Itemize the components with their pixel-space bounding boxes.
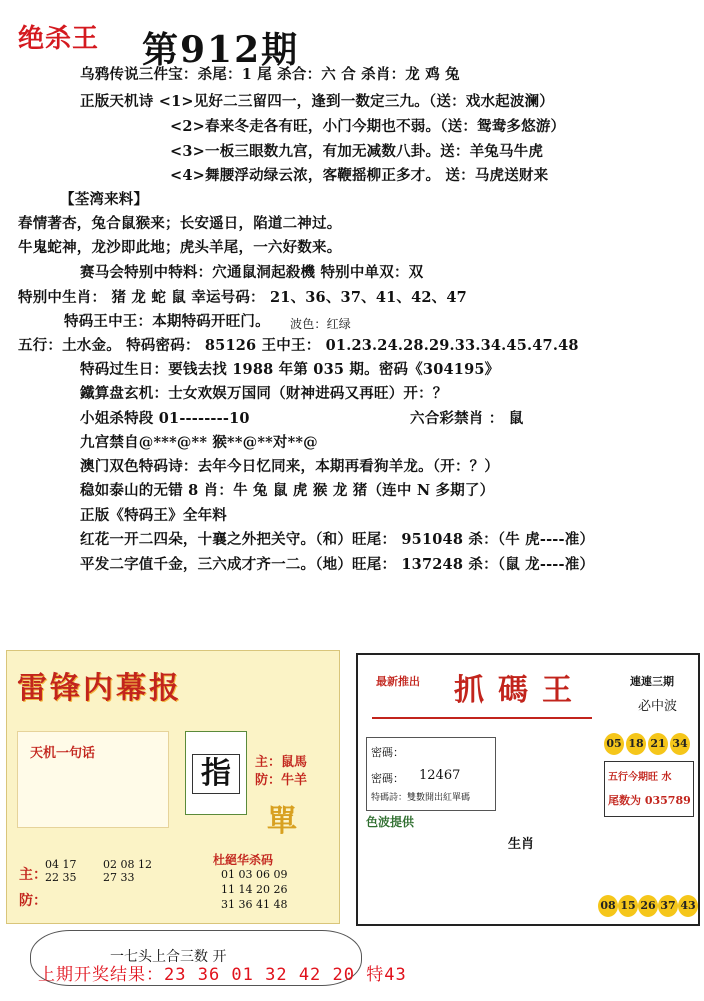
zhi-char: 指 <box>192 754 240 794</box>
line-ping-fa: 平发二字值千金，三六成才齐一二。（地）旺尾： 137248 杀：（鼠 龙----准） <box>80 556 595 573</box>
code-label-2: 密碼： <box>371 772 404 785</box>
zhu-fang-box <box>19 856 159 914</box>
line-poem-1: 正版天机诗 <1>见好二三留四一，逢到一数定三九。（送：戏水起波澜） <box>80 93 554 110</box>
wave-note: 波色：红绿 <box>290 317 352 331</box>
zhi-box <box>185 731 247 815</box>
special-poem: 特碼詩：雙數開出紅單碼 <box>371 793 471 803</box>
zhu2-label: 主： <box>19 867 47 883</box>
code-value: 12467 <box>419 768 461 783</box>
line-poem-4: <4>舞腰浮动绿云浓，客鞭摇柳正多才。 送：马虎送财来 <box>170 167 549 184</box>
num: 31 <box>221 898 235 911</box>
code-box <box>366 737 496 811</box>
num: 11 <box>221 883 235 896</box>
num: 36 <box>238 898 253 911</box>
new-tag: 最新推出 <box>376 675 420 688</box>
ball-bottom: 26 <box>638 895 658 917</box>
line-zodiac: 特别中生肖： 猪 龙 蛇 鼠 幸运号码： 21、36、37、41、42、47 <box>18 289 467 306</box>
ball-bottom: 15 <box>618 895 638 917</box>
num: 03 <box>238 868 253 881</box>
kill-nums <box>221 867 288 912</box>
num: 41 <box>256 898 270 911</box>
wuxing-text: 五行今期旺 水 <box>608 772 672 783</box>
num: 08 <box>120 858 135 871</box>
num: 09 <box>273 868 288 881</box>
color-label: 色波提供 <box>366 815 415 829</box>
ball-bottom: 08 <box>598 895 618 917</box>
nums-a <box>45 858 77 884</box>
wuxing-box <box>604 761 694 817</box>
ball-top: 34 <box>670 733 690 755</box>
code-label-1: 密碼： <box>371 746 404 759</box>
fang2-label: 防： <box>19 893 47 909</box>
kill-title: 杜絕华杀码 <box>213 853 274 867</box>
line-crow: 乌鸦传说三件宝：杀尾：1 尾 杀合：六 合 杀肖：龙 鸡 兔 <box>80 66 460 83</box>
num: 33 <box>120 871 135 884</box>
line-five-elements: 五行：土水金。 特码密码： 85126 王中王： 01.23.24.28.29.33.34.45.47.48 <box>18 337 579 354</box>
num: 48 <box>273 898 288 911</box>
zhuama-panel <box>356 653 700 926</box>
nums-b <box>103 858 152 884</box>
ball-top: 18 <box>626 733 646 755</box>
kill-box <box>183 851 333 917</box>
line-nine-palace: 九宫禁自@***@** 猴**@**对**@ <box>80 434 318 451</box>
num: 17 <box>62 858 77 871</box>
tianji-box <box>17 731 169 828</box>
fang-text: 防：牛羊 <box>255 773 308 788</box>
zhuama-title: 抓碼王 <box>454 673 586 708</box>
line-abacus: 鐵算盘玄机：士女欢娱万国同（财神进码又再旺）开：？ <box>80 385 448 402</box>
line-red-flower: 红花一开二四朵，十襄之外把关守。（和）旺尾： 951048 杀：（牛 虎----准） <box>80 531 595 548</box>
num: 02 <box>103 858 117 871</box>
num: 04 <box>45 858 59 871</box>
ball-top: 05 <box>604 733 624 755</box>
line-poem-2: <2>春来冬走各有旺，小门今期也不弱。（送：鸳鸯多悠游） <box>170 118 566 135</box>
streak-label: 連連三期 <box>630 675 674 688</box>
num: 12 <box>138 858 152 871</box>
num: 20 <box>256 883 270 896</box>
ball-bottom: 43 <box>678 895 698 917</box>
line-king: 特码王中王：本期特码开旺门。 <box>64 313 270 330</box>
num: 35 <box>62 871 77 884</box>
num: 06 <box>256 868 270 881</box>
tianji-label: 天机一句话 <box>30 746 96 761</box>
ball-bottom: 37 <box>658 895 678 917</box>
brand-title: 绝杀王 <box>18 24 100 54</box>
zhu-text: 主：鼠馬 <box>255 755 308 770</box>
line-section-heading: 【荃湾来料】 <box>60 191 149 208</box>
shengxiao-label: 生肖 <box>508 837 535 852</box>
num: 22 <box>45 871 59 884</box>
line-eight: 稳如泰山的无错 8 肖：牛 兔 鼠 虎 猴 龙 猪（连中 N 多期了） <box>80 482 495 499</box>
line-poem-3: <3>一板三眼数九宫，有加无减数八卦。送：羊兔马牛虎 <box>170 143 544 160</box>
must-label: 必中波 <box>638 699 678 714</box>
leifeng-title: 雷锋内幕报 <box>17 671 182 706</box>
line-verse-1: 春情著杏，兔合鼠猴来；长安遥日，陷道二神过。 <box>18 215 342 232</box>
line-forbidden: 六合彩禁肖 ： 鼠 <box>410 410 524 427</box>
line-annual: 正版《特码王》全年料 <box>80 507 227 524</box>
num: 27 <box>103 871 117 884</box>
line-birthday: 特码过生日：要钱去找 1988 年第 035 期。密码《304195》 <box>80 361 500 378</box>
num: 01 <box>221 868 235 881</box>
issue-number: 第912期 <box>142 29 300 71</box>
leifeng-panel <box>6 650 340 924</box>
line-miss-kill: 小姐杀特段 01--------10 <box>80 410 250 427</box>
last-result: 上期开奖结果：23 36 01 32 42 20 特43 <box>38 965 407 985</box>
num: 26 <box>273 883 288 896</box>
tail-text: 尾数为 035789 <box>608 794 691 807</box>
dan-char: 單 <box>267 804 297 839</box>
line-horse: 赛马会特别中特料：穴通鼠洞起殺機 特别中单双：双 <box>80 264 424 281</box>
divider <box>372 717 592 719</box>
line-verse-2: 牛鬼蛇神，龙沙即此地；虎头羊尾，一六好数来。 <box>18 239 342 256</box>
num: 14 <box>238 883 253 896</box>
ball-top: 21 <box>648 733 668 755</box>
line-macau: 澳门双色特码诗：去年今日忆同来，本期再看狗羊龙。（开：？） <box>80 458 500 475</box>
cloud-text: 一七头上合三数 开 <box>110 949 227 965</box>
